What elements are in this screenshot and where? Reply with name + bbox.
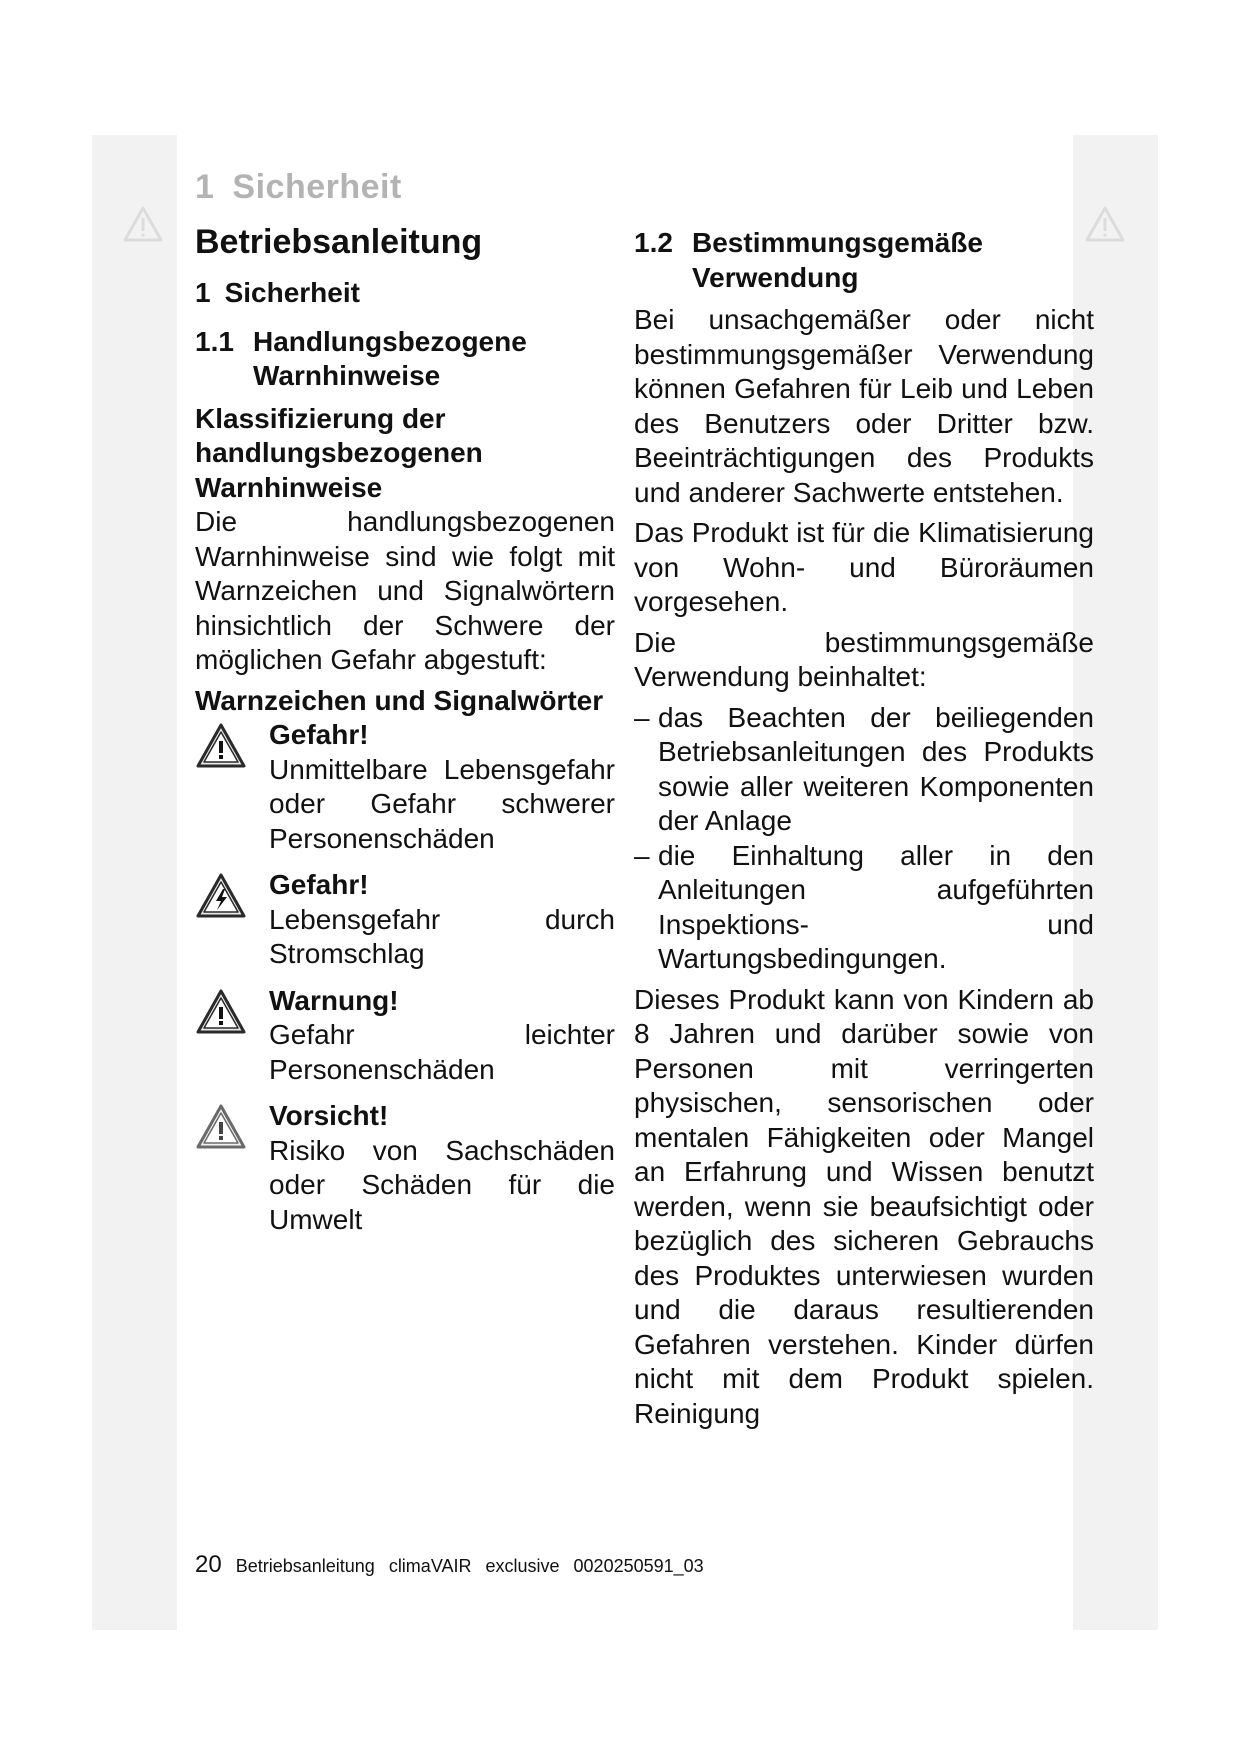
warning-signal-word: Gefahr! bbox=[269, 869, 369, 900]
section-1-2-title: Bestimmungsgemäße Verwendung bbox=[692, 227, 983, 293]
footer-doc-type: Betriebsanleitung bbox=[235, 1556, 375, 1576]
left-column bbox=[195, 222, 615, 1249]
right-column bbox=[634, 226, 1094, 1437]
warning-item-warning bbox=[195, 984, 615, 1094]
page-number: 20 bbox=[195, 1551, 222, 1578]
list-item: – das Beachten der beiliegenden Betriebsanleitungen des Produkts sowie aller weiteren Komponenten der Anlage bbox=[634, 701, 1094, 839]
left-margin-band bbox=[92, 135, 177, 1630]
paragraph-purpose: Das Produkt ist für die Klimatisierung von Wohn- und Büroräumen vorgesehen. bbox=[634, 517, 1094, 617]
warning-description: Lebensgefahr durch Stromschlag bbox=[269, 903, 615, 969]
document-title: Betriebsanleitung bbox=[195, 223, 483, 261]
warning-description: Risiko von Sachschäden oder Schäden für die Umwelt bbox=[269, 1134, 615, 1235]
warning-item-danger bbox=[195, 718, 615, 862]
warning-signal-word: Warnung! bbox=[269, 984, 399, 1016]
paragraph-children: Dieses Produkt kann von Kindern ab 8 Jahren und darüber sowie von Personen mit verringerten physischen, sensorischen oder mentalen Fähigkeiten oder Mangel an Erfahrung und Wissen benutzt werden, wenn sie beaufsichtigt oder bezüglich des sicheren Gebrauchs des Produktes unterwiesen wurden und die daraus resultierenden Gefahren verstehen. Kinder dürfen nicht mit dem Produkt spielen. Reinigung bbox=[634, 983, 1094, 1429]
warning-triangle-icon bbox=[195, 988, 247, 1036]
section-1-2-number: 1.2 bbox=[634, 227, 673, 258]
list-item: – die Einhaltung aller in den Anleitungen aufgeführten Inspektions- und Wartungsbedingungen. bbox=[634, 839, 1094, 977]
footer-variant: exclusive bbox=[485, 1556, 560, 1576]
warning-description: Unmittelbare Lebensgefahr oder Gefahr schwerer Personenschäden bbox=[269, 753, 615, 854]
running-section-title: Sicherheit bbox=[232, 168, 402, 206]
footer-doc-number: 0020250591_03 bbox=[573, 1556, 704, 1576]
chapter-heading bbox=[195, 276, 615, 311]
signal-words-heading: Warnzeichen und Signalwörter bbox=[195, 684, 604, 716]
classification-text: Die handlungsbezogenen Warnhinweise sind wie folgt mit Warnzeichen und Signalwörtern hinsichtlich der Schwere der möglichen Gefahr abgestuft: bbox=[195, 506, 615, 675]
intended-use-list bbox=[634, 701, 1094, 977]
footer-product: climaVAIR bbox=[388, 1556, 472, 1576]
section-1-1-heading bbox=[195, 325, 615, 394]
warning-signal-word: Gefahr! bbox=[269, 719, 369, 750]
page-footer bbox=[195, 1551, 704, 1579]
classification-heading: Klassifizierung der handlungsbezogenen Warnhinweise bbox=[195, 402, 483, 503]
running-section-number: 1 bbox=[195, 168, 215, 206]
paragraph-intended-use: Die bestimmungsgemäße Verwendung beinhaltet: bbox=[634, 626, 1094, 692]
paragraph-misuse: Bei unsachgemäßer oder nicht bestimmungsgemäßer Verwendung können Gefahren für Leib und Leben des Benutzers oder Dritter bzw. Beeinträchtigungen des Produkts und anderer Sachwerte entstehen. bbox=[634, 304, 1094, 508]
warning-triangle-icon bbox=[195, 722, 247, 770]
warning-description: Gefahr leichter Personenschäden bbox=[269, 1019, 615, 1085]
chapter-number: 1 bbox=[195, 277, 211, 308]
section-1-1-number: 1.1 bbox=[195, 325, 234, 357]
section-1-2-heading bbox=[634, 226, 1094, 295]
caution-triangle-icon bbox=[195, 1103, 247, 1151]
chapter-title: Sicherheit bbox=[224, 277, 360, 308]
warning-item-electric bbox=[195, 868, 615, 978]
warning-item-caution bbox=[195, 1099, 615, 1243]
margin-warning-triangle-icon bbox=[122, 205, 164, 243]
warning-signal-word: Vorsicht! bbox=[269, 1100, 389, 1131]
electric-hazard-icon bbox=[195, 872, 247, 920]
running-section-header bbox=[195, 168, 402, 207]
section-1-1-title: Handlungsbezogene Warnhinweise bbox=[253, 325, 527, 391]
